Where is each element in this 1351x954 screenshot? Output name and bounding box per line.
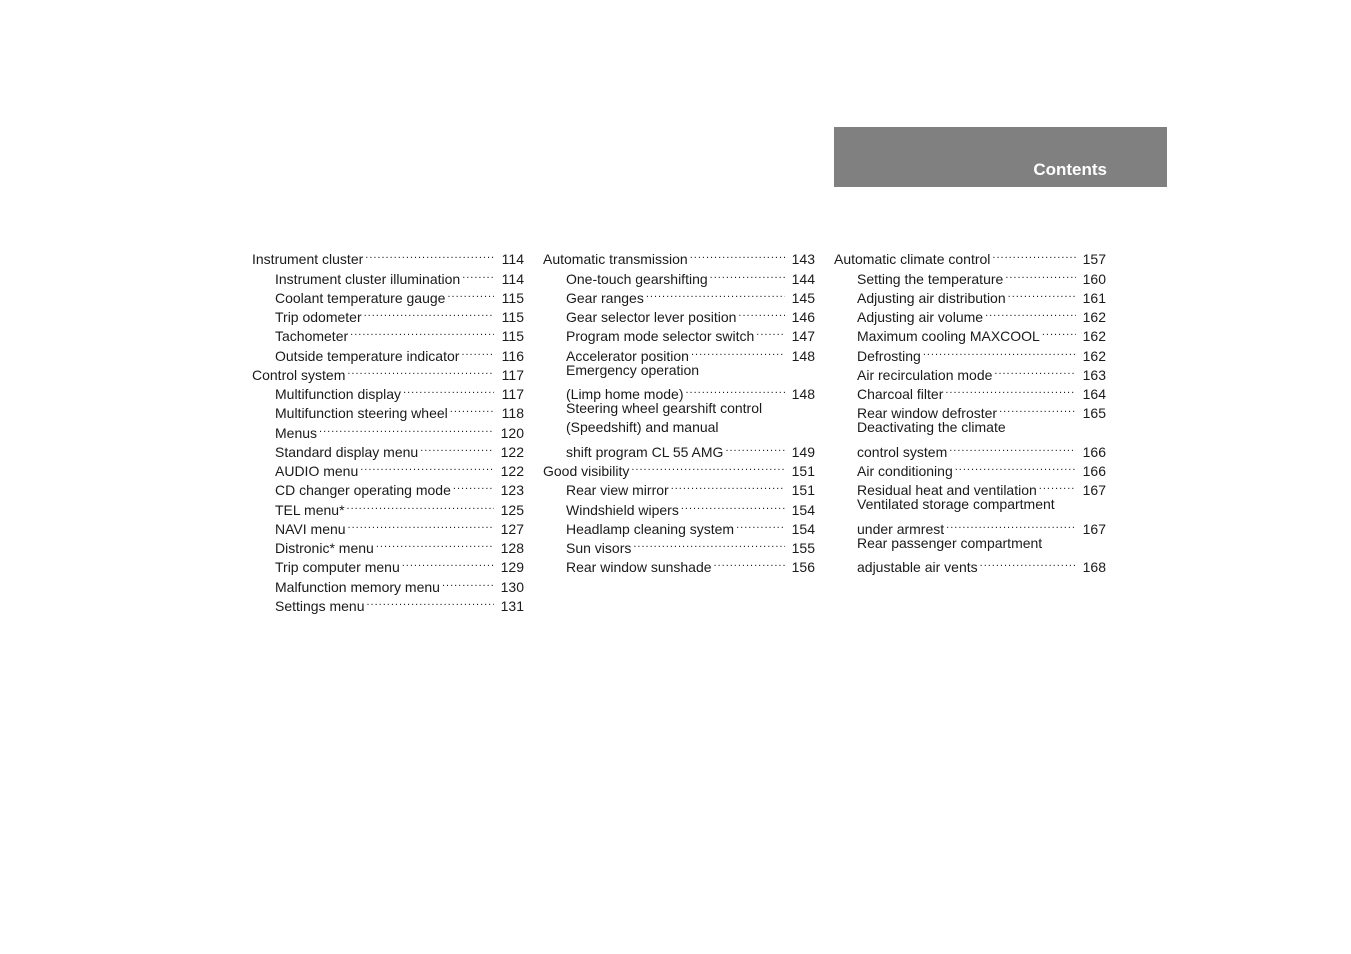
toc-page-number: 114: [501, 251, 524, 268]
toc-dot-leader: [633, 534, 785, 553]
toc-entry[interactable]: [834, 245, 1106, 268]
toc-page-number: 161: [1082, 289, 1106, 306]
toc-entry-title: Coolant temperature gauge: [275, 289, 446, 306]
toc-dot-leader: [1042, 322, 1076, 341]
toc-page-number: 162: [1082, 347, 1106, 364]
toc-dot-leader: [945, 380, 1076, 399]
toc-page-number: 166: [1082, 463, 1106, 479]
toc-page-number: 115: [501, 289, 524, 306]
toc-dot-leader: [450, 399, 494, 418]
toc-page-number: 117: [501, 386, 524, 402]
toc-page-number: 167: [1082, 520, 1106, 537]
toc-entry-title: Instrument cluster illumination: [275, 270, 461, 287]
toc-page-number: 130: [500, 578, 524, 595]
toc-dot-leader: [319, 418, 494, 437]
toc-page-number: 148: [791, 386, 815, 402]
toc-entry-title: Maximum cooling MAXCOOL: [857, 328, 1040, 345]
toc-entry-title: Defrosting: [857, 347, 921, 364]
toc-page-number: 149: [791, 443, 815, 460]
toc-page-number: 128: [500, 540, 524, 556]
toc-dot-leader: [367, 592, 495, 611]
toc-entry-title: Accelerator position: [566, 347, 689, 364]
toc-dot-leader: [453, 476, 494, 495]
toc-entry[interactable]: [543, 380, 815, 402]
toc-page-number: 116: [501, 347, 524, 364]
toc-dot-leader: [725, 438, 785, 457]
toc-entry-title: Automatic climate control: [834, 251, 991, 268]
toc-dot-leader: [1039, 476, 1076, 495]
toc-entry-title: Charcoal filter: [857, 386, 944, 402]
toc-dot-leader: [347, 361, 494, 380]
toc-dot-leader: [402, 553, 494, 572]
toc-entry-title: Rear window sunshade: [566, 559, 712, 576]
toc-entry-title: AUDIO menu: [275, 463, 359, 479]
toc-dot-leader: [442, 572, 494, 591]
toc-dot-leader: [1005, 264, 1076, 283]
toc-dot-leader: [646, 284, 785, 303]
toc-page-number: 165: [1082, 405, 1106, 422]
toc-dot-leader: [992, 245, 1076, 264]
toc-page-number: 123: [500, 482, 524, 499]
toc-dot-leader: [994, 361, 1076, 380]
toc-page-number: 144: [791, 270, 815, 287]
toc-entry-title: Rear view mirror: [566, 482, 669, 499]
toc-entry-title: Sun visors: [566, 540, 632, 556]
toc-dot-leader: [671, 476, 785, 495]
toc-column-1: [252, 245, 524, 614]
toc-page-number: 143: [791, 251, 815, 268]
toc-page-number: 155: [791, 540, 815, 556]
toc-entry-title: Multifunction steering wheel: [275, 405, 448, 422]
toc-entry-title: Deactivating the climate: [857, 419, 1006, 436]
toc-entry-title: One-touch gearshifting: [566, 270, 708, 287]
toc-dot-leader: [985, 303, 1076, 322]
toc-entry[interactable]: [834, 553, 1106, 576]
toc-entry-title: control system: [857, 443, 948, 460]
toc-column-2: [543, 245, 815, 576]
toc-page-number: 162: [1082, 309, 1106, 325]
toc-entry[interactable]: [834, 495, 1106, 514]
toc-dot-leader: [923, 341, 1076, 360]
toc-dot-leader: [714, 553, 785, 572]
toc-page-number: 147: [791, 328, 815, 345]
toc-entry[interactable]: [543, 399, 815, 418]
toc-dot-leader: [461, 341, 494, 360]
toc-page-number: 127: [500, 520, 524, 537]
toc-entry-title: Residual heat and ventilation: [857, 482, 1037, 499]
toc-entry-title: Gear selector lever position: [566, 309, 737, 325]
toc-page-number: 160: [1082, 270, 1106, 287]
toc-entry-title: CD changer operating mode: [275, 482, 451, 499]
toc-dot-leader: [710, 264, 785, 283]
toc-entry-title: TEL menu*: [275, 501, 345, 518]
toc-page-number: 154: [791, 520, 815, 537]
toc-page-number: 167: [1082, 482, 1106, 499]
toc-entry-title: Settings menu: [275, 597, 365, 614]
toc-column-3: [834, 245, 1106, 576]
toc-entry-title: Multifunction display: [275, 386, 402, 402]
toc-dot-leader: [691, 341, 785, 360]
toc-entry-title: Headlamp cleaning system: [566, 520, 735, 537]
toc-page-number: 168: [1082, 559, 1106, 576]
toc-entry[interactable]: [543, 438, 815, 460]
toc-entry-title: Air recirculation mode: [857, 366, 993, 383]
toc-dot-leader: [364, 303, 494, 322]
toc-page-number: 163: [1082, 366, 1106, 383]
toc-entry[interactable]: [834, 515, 1106, 537]
toc-entry-title: (Speedshift) and manual: [566, 419, 719, 436]
toc-page-number: 164: [1082, 386, 1106, 402]
toc-dot-leader: [420, 438, 494, 457]
toc-dot-leader: [949, 438, 1076, 457]
toc-page-number: 120: [500, 424, 524, 441]
toc-entry-title: Rear passenger compartment: [857, 534, 1043, 551]
toc-page-number: 115: [501, 309, 524, 325]
toc-dot-leader: [376, 534, 494, 553]
section-header-bar: [834, 127, 1167, 187]
toc-page-number: 151: [791, 482, 815, 499]
toc-entry-title: adjustable air vents: [857, 559, 978, 576]
toc-page-number: 114: [501, 270, 524, 287]
toc-entry-title: Menus: [275, 424, 318, 441]
toc-page-number: 157: [1082, 251, 1106, 268]
toc-dot-leader: [738, 303, 785, 322]
toc-dot-leader: [347, 495, 494, 514]
toc-page-number: 166: [1082, 443, 1106, 460]
toc-page-number: 151: [791, 463, 815, 479]
toc-dot-leader: [1008, 284, 1076, 303]
toc-page-number: 125: [500, 501, 524, 518]
toc-entry[interactable]: [834, 418, 1106, 437]
toc-entry-title: Program mode selector switch: [566, 328, 755, 345]
toc-entry[interactable]: [543, 245, 815, 268]
toc-dot-leader: [350, 322, 494, 341]
toc-dot-leader: [447, 284, 494, 303]
toc-dot-leader: [946, 515, 1076, 534]
toc-page-number: 118: [501, 405, 524, 422]
toc-entry-title: Control system: [252, 366, 346, 383]
toc-entry-title: Standard display menu: [275, 443, 419, 460]
toc-dot-leader: [360, 457, 494, 476]
toc-page-number: 146: [791, 309, 815, 325]
toc-entry[interactable]: [543, 418, 815, 437]
toc-dot-leader: [681, 495, 785, 514]
toc-dot-leader: [736, 515, 785, 534]
toc-page-number: 122: [500, 443, 524, 460]
toc-page-number: 122: [500, 463, 524, 479]
toc-entry-title: Steering wheel gearshift control: [566, 400, 763, 416]
toc-entry-title: Distronic* menu: [275, 540, 374, 556]
toc-entry-title: Good visibility: [543, 463, 630, 479]
toc-entry-title: Malfunction memory menu: [275, 578, 440, 595]
toc-dot-leader: [690, 245, 785, 264]
toc-entry-title: Outside temperature indicator: [275, 347, 460, 364]
toc-entry-title: Adjusting air distribution: [857, 289, 1006, 306]
toc-entry-title: Windshield wipers: [566, 501, 679, 518]
toc-dot-leader: [999, 399, 1076, 418]
toc-page-number: 129: [500, 559, 524, 576]
toc-entry[interactable]: [834, 438, 1106, 460]
section-title: Contents: [1033, 160, 1107, 179]
toc-page-number: 145: [791, 289, 815, 306]
toc-dot-leader: [980, 553, 1076, 572]
toc-entry-title: Adjusting air volume: [857, 309, 984, 325]
toc-dot-leader: [403, 380, 494, 399]
toc-dot-leader: [365, 245, 494, 264]
toc-entry-title: under armrest: [857, 520, 945, 537]
toc-page-number: 131: [500, 597, 524, 614]
toc-page-number: 154: [791, 501, 815, 518]
toc-entry-title: Ventilated storage compartment: [857, 496, 1055, 513]
toc-entry-title: Trip computer menu: [275, 559, 400, 576]
toc-dot-leader: [348, 515, 494, 534]
toc-entry-title: Gear ranges: [566, 289, 644, 306]
toc-entry-title: shift program CL 55 AMG: [566, 443, 724, 460]
toc-entry-title: Tachometer: [275, 328, 349, 345]
toc-entry[interactable]: [834, 534, 1106, 553]
toc-entry-title: Air conditioning: [857, 463, 953, 479]
toc-entry-title: NAVI menu: [275, 520, 346, 537]
toc-entry-title: Automatic transmission: [543, 251, 688, 268]
toc-entry[interactable]: [543, 361, 815, 380]
toc-entry-title: Rear window defroster: [857, 405, 998, 422]
toc-entry-title: (Limp home mode): [566, 386, 684, 402]
toc-dot-leader: [686, 380, 786, 399]
toc-entry-title: Instrument cluster: [252, 251, 364, 268]
toc-page-number: 117: [501, 366, 524, 383]
toc-dot-leader: [462, 264, 494, 283]
toc-entry-title: Setting the temperature: [857, 270, 1004, 287]
toc-page-number: 162: [1082, 328, 1106, 345]
toc-dot-leader: [631, 457, 785, 476]
toc-entry-title: Trip odometer: [275, 309, 362, 325]
toc-dot-leader: [955, 457, 1076, 476]
toc-entry-title: Emergency operation: [566, 361, 700, 378]
toc-dot-leader: [756, 322, 785, 341]
toc-page-number: 115: [501, 328, 524, 345]
toc-page-number: 156: [791, 559, 815, 576]
toc-entry[interactable]: [252, 245, 524, 268]
toc-page-number: 148: [791, 347, 815, 364]
